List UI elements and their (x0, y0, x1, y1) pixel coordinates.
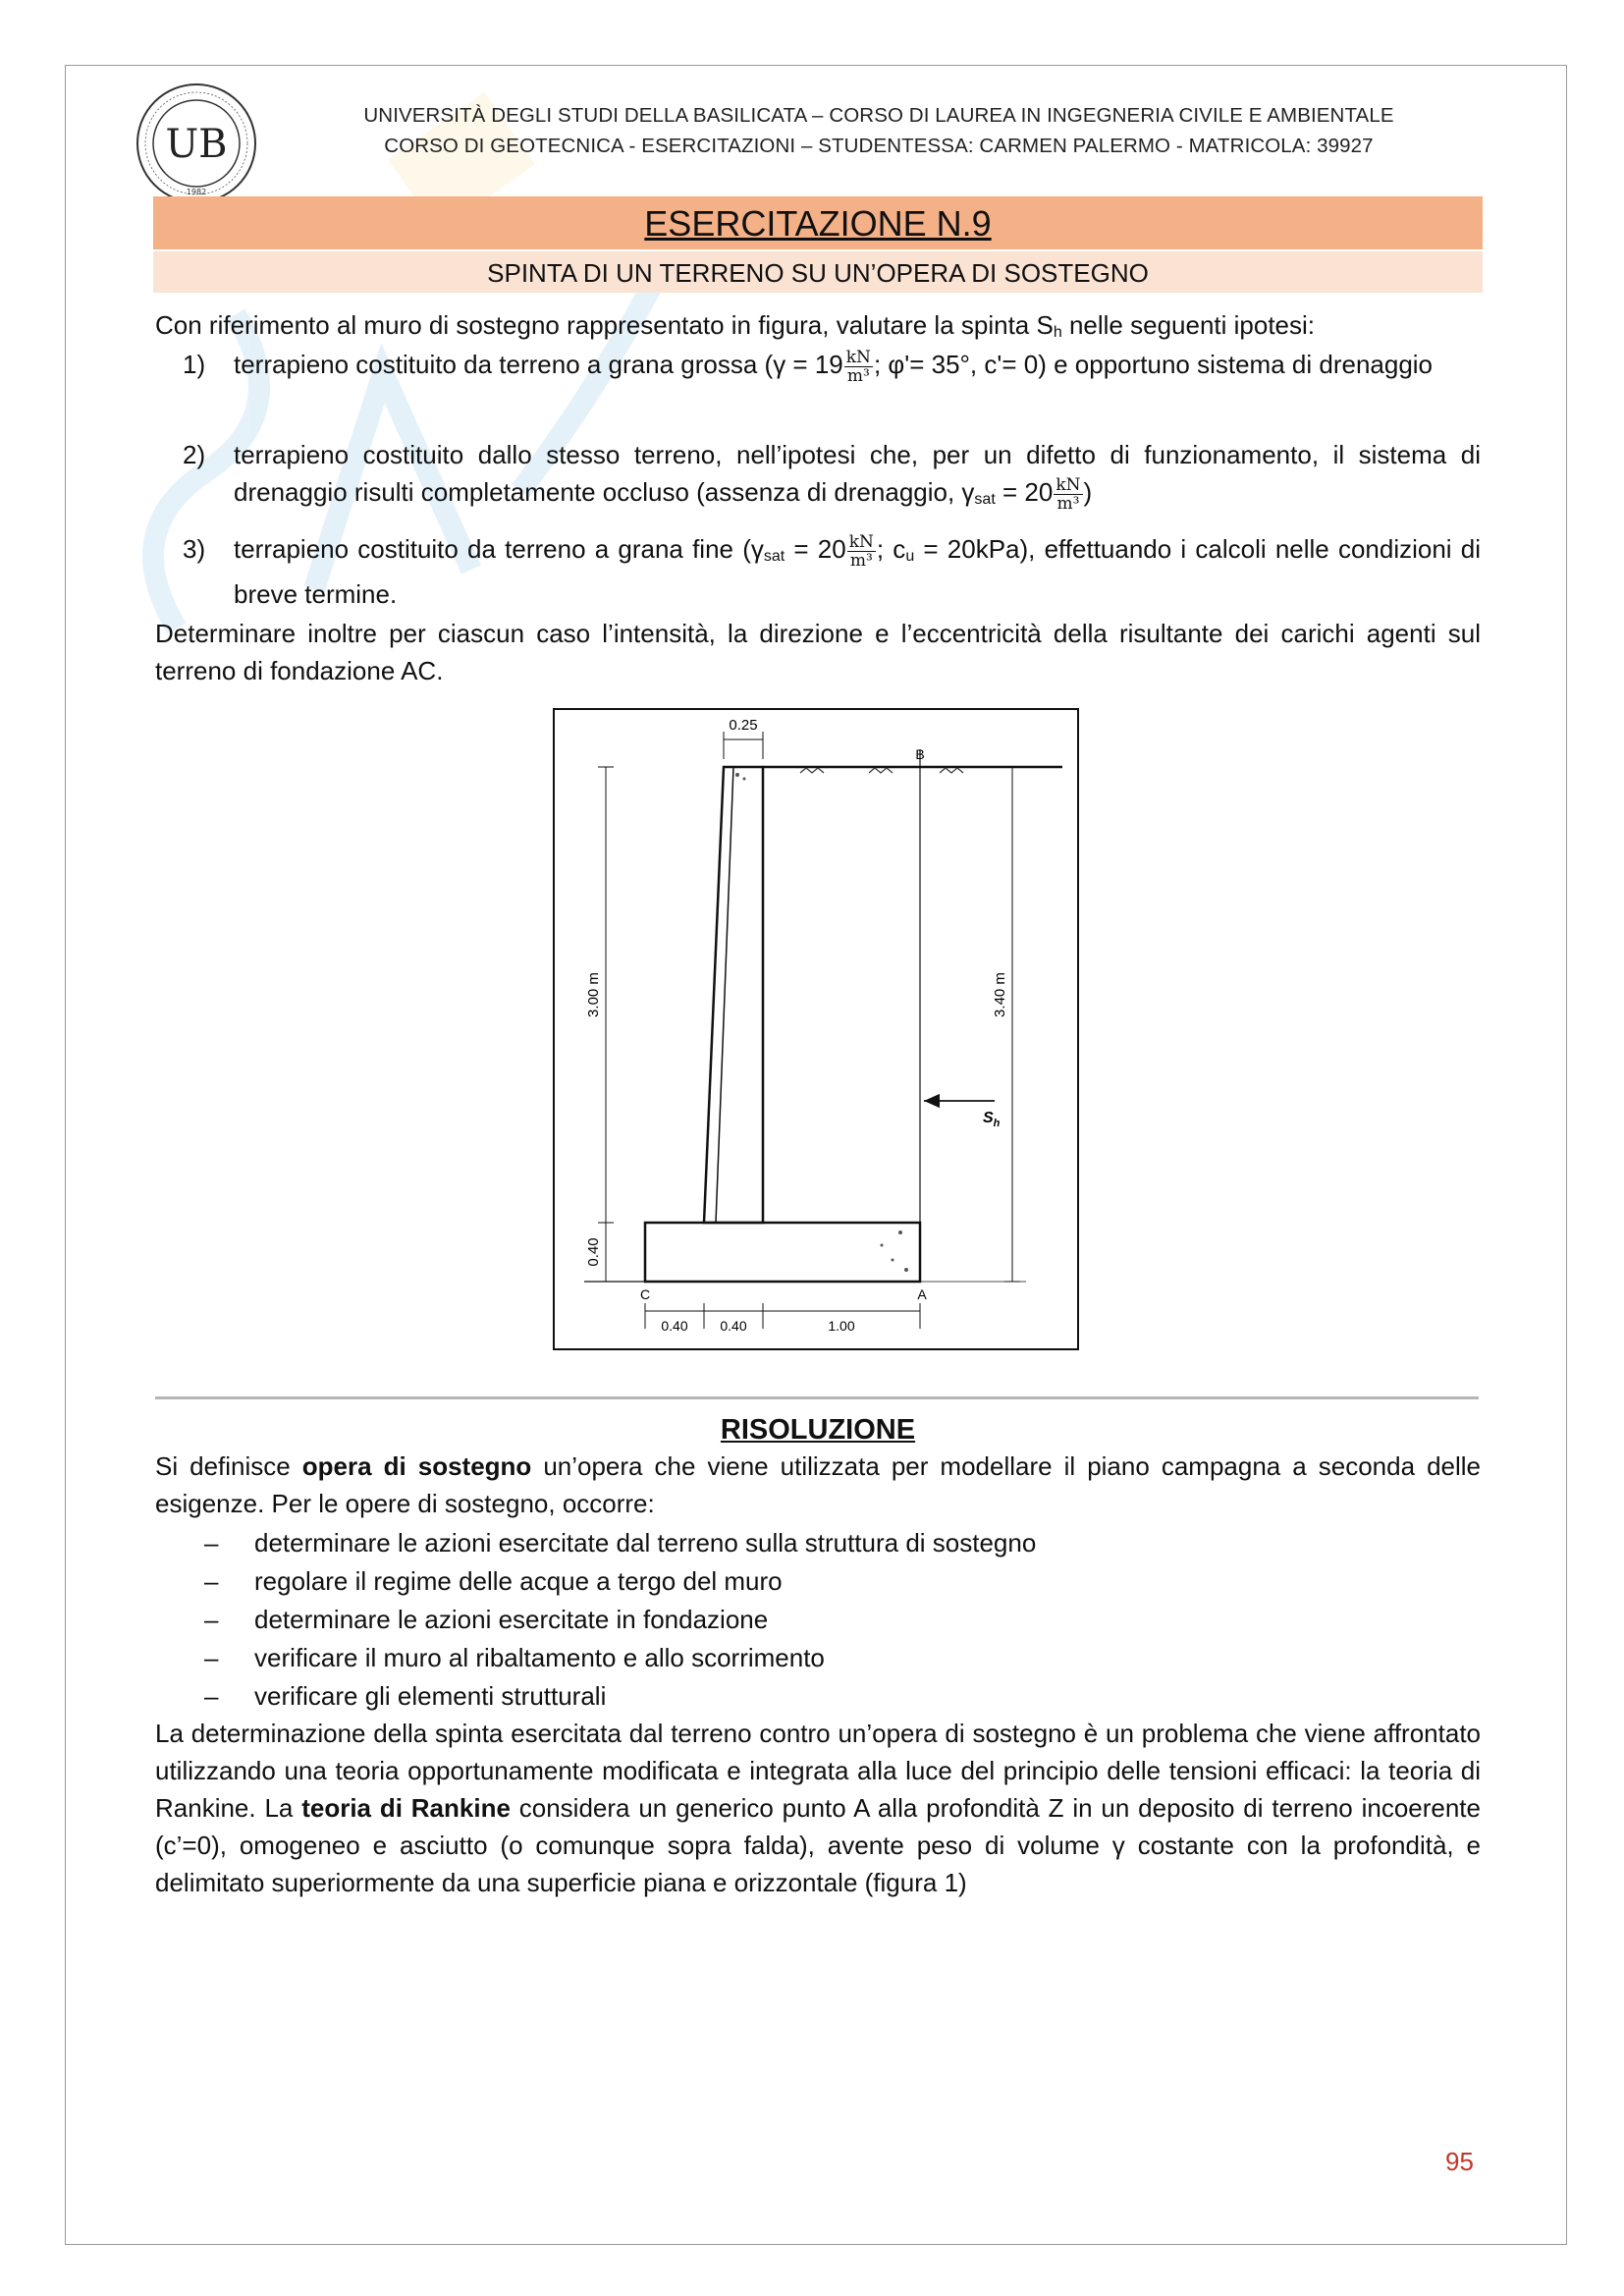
point-b-label: B (915, 746, 925, 762)
definition-paragraph (155, 1448, 1481, 1522)
item3-sub: sat (763, 548, 785, 565)
frac-num: kN (845, 347, 871, 367)
list-item-2 (183, 436, 1481, 519)
item2-sub: sat (974, 491, 996, 508)
concrete-dots (735, 773, 908, 1272)
item2-text-c: ) (1083, 477, 1093, 507)
intro-sub: h (1053, 324, 1062, 341)
bullet-text: determinare le azioni esercitate dal terreno sulla struttura di sostegno (254, 1528, 1037, 1558)
item3-text-c: ; c (876, 534, 906, 564)
title-band (153, 196, 1483, 249)
item1-text-a: terrapieno costituito da terreno a grana grossa (γ = 19 (234, 350, 843, 379)
point-c-label: C (639, 1286, 651, 1302)
bottom-dim-1: 0.40 (661, 1318, 688, 1334)
item3-text-d: = 20kPa), effettuando i calcoli nelle condizioni di breve termine. (234, 534, 1481, 609)
wall-diagram (555, 710, 1077, 1348)
retaining-wall-figure (553, 708, 1079, 1350)
logo-letters: UB (165, 122, 228, 167)
bullet-dash: – (204, 1528, 219, 1558)
def-bold: opera di sostegno (301, 1451, 532, 1481)
frac-den: m³ (1056, 493, 1080, 514)
intro-text-b: nelle seguenti ipotesi: (1061, 310, 1316, 340)
rankine-text-a: La determinazione della spinta esercitata dal terreno contro un’opera di sostegno è un problema che viene affrontato utilizzando una teoria opportunamente modificata e integrata alla luce del principio delle tensioni efficaci: la teoria di Rankine. La (155, 1719, 1481, 1823)
rankine-text-b: considera un generico punto A alla profondità Z in un deposito di terreno incoerente (c’=0), omogeneo e asciutto (o comunque sopra falda), avente peso di volume γ costante con la profondità, e delimitato superiormente da una superficie piana e orizzontale (figura 1) (155, 1793, 1481, 1897)
list-num-1: 1) (183, 350, 206, 379)
thrust-label: $S_h$ (983, 1110, 1001, 1129)
bullet-item (204, 1601, 768, 1638)
fraction-kn-m3 (1054, 476, 1082, 513)
left-dimension-label: 3.00 m (585, 972, 602, 1017)
wall-stem (704, 767, 763, 1223)
footing-height-label: 0.40 (585, 1237, 602, 1267)
page-title: ESERCITAZIONE N.9 (644, 203, 992, 244)
list-item-1 (183, 346, 1481, 385)
bullet-dash: – (204, 1681, 219, 1711)
point-a-label: A (917, 1286, 927, 1302)
item2-text-b: = 20 (995, 477, 1054, 507)
bullet-dash: – (204, 1643, 219, 1672)
page-header (285, 100, 1473, 161)
university-logo (134, 81, 259, 206)
frac-num: kN (848, 531, 874, 552)
top-dimension-label: 0.25 (729, 717, 758, 734)
def-text-b: un’opera che viene utilizzata per modellare il piano campagna a seconda delle esigenze. Per le opere di sostegno, occorre: (155, 1451, 1481, 1518)
item3-text-b: = 20 (785, 534, 846, 564)
rankine-paragraph (155, 1715, 1481, 1901)
frac-den: m³ (846, 365, 870, 386)
fraction-kn-m3 (847, 533, 876, 570)
header-line-1: UNIVERSITÀ DEGLI STUDI DELLA BASILICATA – CORSO DI LAUREA IN INGEGNERIA CIVILE E AMBIENTALE (363, 104, 1394, 127)
soil-marks (800, 768, 963, 773)
header-line-2: CORSO DI GEOTECNICA - ESERCITAZIONI – STUDENTESSA: CARMEN PALERMO - MATRICOLA: 39927 (384, 135, 1374, 157)
logo-year: 1982 (186, 188, 207, 196)
bullet-item (204, 1677, 606, 1715)
rankine-bold: teoria di Rankine (301, 1793, 511, 1823)
item3-text-a: terrapieno costituito da terreno a grana fine (γ (234, 534, 764, 564)
bottom-dim-2: 0.40 (720, 1318, 747, 1334)
page-number: 95 (1445, 2147, 1474, 2176)
bullet-text: regolare il regime delle acque a tergo del muro (254, 1566, 783, 1596)
list-item-3 (183, 530, 1481, 613)
wall-footing (645, 1223, 920, 1282)
list-num-3: 3) (183, 534, 206, 564)
section-heading-risoluzione: RISOLUZIONE (720, 1414, 916, 1446)
def-text-a: Si definisce (155, 1451, 302, 1481)
stem-inner-line (716, 767, 733, 1223)
right-dimension-label: 3.40 m (992, 972, 1008, 1017)
bottom-dim-3: 1.00 (828, 1318, 855, 1334)
section-divider (155, 1396, 1479, 1399)
frac-num: kN (1056, 474, 1081, 495)
bullet-item (204, 1639, 825, 1676)
bullet-text: determinare le azioni esercitate in fondazione (254, 1605, 769, 1634)
item3-sub2: u (905, 548, 915, 565)
fraction-kn-m3 (844, 349, 873, 385)
list-num-2: 2) (183, 440, 206, 469)
intro-text-a: Con riferimento al muro di sostegno rappresentato in figura, valutare la spinta S (155, 310, 1054, 340)
bullet-item (204, 1524, 1036, 1561)
frac-den: m³ (849, 550, 873, 571)
bullet-text: verificare gli elementi strutturali (254, 1681, 607, 1711)
item1-text-b: ; φ'= 35°, c'= 0) e opportuno sistema di drenaggio (873, 350, 1434, 379)
page-subtitle: SPINTA DI UN TERRENO SU UN’OPERA DI SOSTEGNO (487, 258, 1149, 288)
subtitle-band (153, 251, 1483, 293)
determine-paragraph: Determinare inoltre per ciascun caso l’intensità, la direzione e l’eccentricità della risultante dei carichi agenti sul terreno di fondazione AC. (155, 619, 1481, 685)
bullet-dash: – (204, 1605, 219, 1634)
bullet-item (204, 1562, 783, 1600)
item2-text-a: terrapieno costituito dallo stesso terreno, nell’ipotesi che, per un difetto di funzionamento, il sistema di drenaggio risulti completamente occluso (assenza di drenaggio, γ (234, 440, 1481, 507)
bullet-dash: – (204, 1566, 219, 1596)
bullet-text: verificare il muro al ribaltamento e allo scorrimento (254, 1643, 825, 1672)
